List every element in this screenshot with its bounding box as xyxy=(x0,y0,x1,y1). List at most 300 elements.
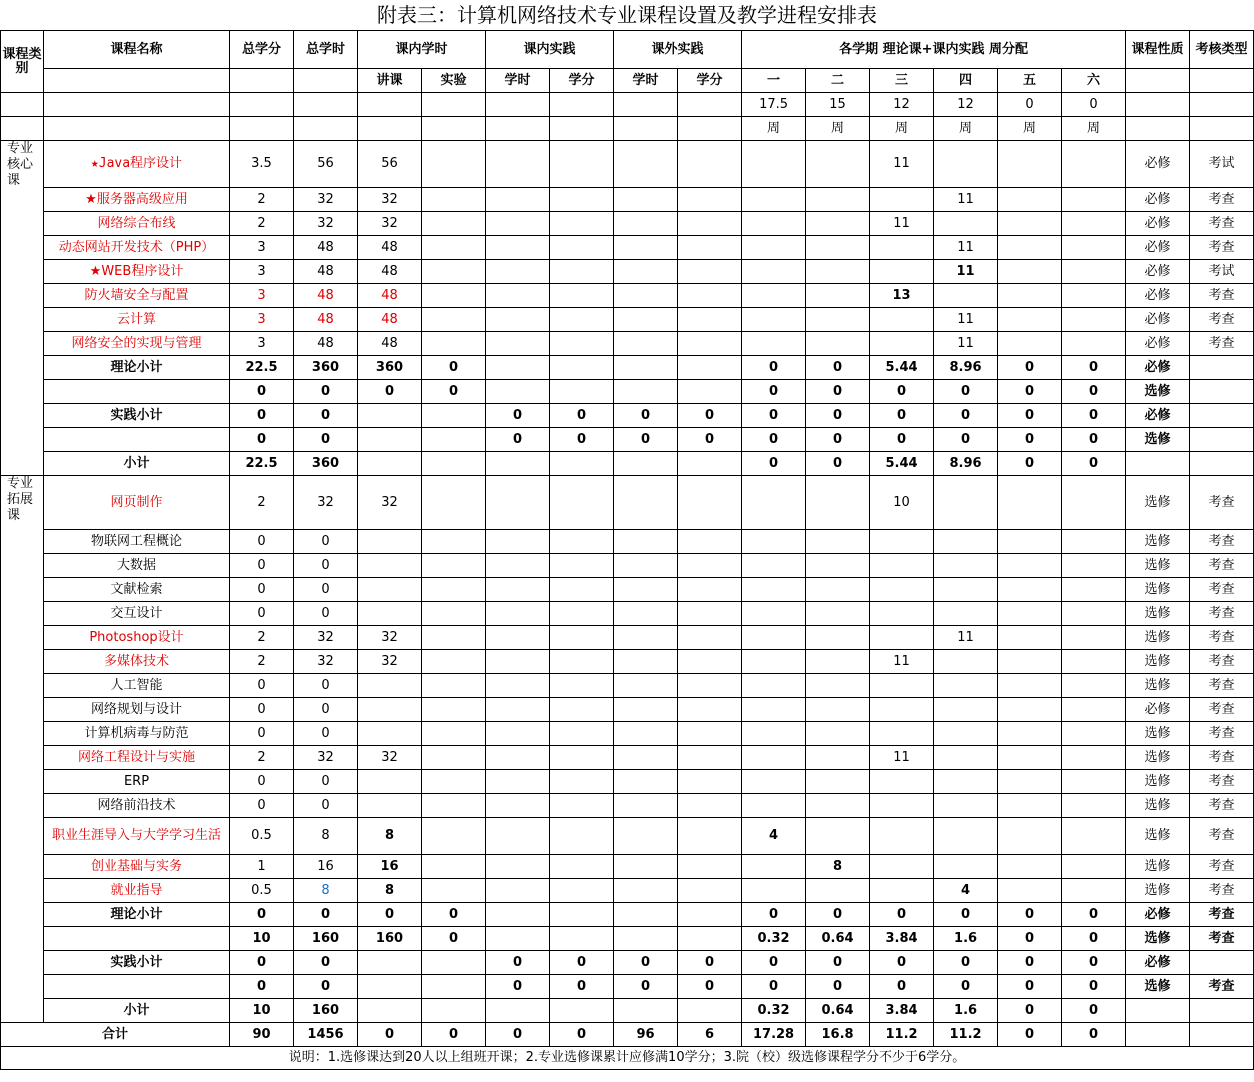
course-row xyxy=(1,530,1254,554)
out-practice-hours xyxy=(614,722,678,746)
semester-6 xyxy=(1062,554,1126,578)
semester-6: 0 xyxy=(1062,951,1126,975)
semester-3 xyxy=(870,698,934,722)
in-practice-credits xyxy=(550,380,614,404)
semester-2 xyxy=(806,308,870,332)
hours: 360 xyxy=(294,452,358,476)
in-practice-credits xyxy=(550,308,614,332)
semester-4 xyxy=(934,212,998,236)
semester-2 xyxy=(806,141,870,188)
subtotal-label xyxy=(44,975,230,999)
lecture xyxy=(358,530,422,554)
semester-1: 0 xyxy=(742,380,806,404)
out-practice-hours xyxy=(614,212,678,236)
credits: 0.5 xyxy=(230,818,294,855)
in-practice-hours xyxy=(486,818,550,855)
exam-type: 考查 xyxy=(1190,650,1254,674)
credits: 0 xyxy=(230,404,294,428)
out-practice-credits: 0 xyxy=(678,404,742,428)
semester-6 xyxy=(1062,855,1126,879)
out-practice-credits xyxy=(678,698,742,722)
course-nature: 必修 xyxy=(1126,212,1190,236)
subtotal-row xyxy=(1,951,1254,975)
exam-type: 考查 xyxy=(1190,554,1254,578)
header-semester-4: 四 xyxy=(934,69,998,93)
semester-3: 0 xyxy=(870,380,934,404)
hours: 0 xyxy=(294,554,358,578)
semester-2 xyxy=(806,530,870,554)
semester-1 xyxy=(742,260,806,284)
hours: 32 xyxy=(294,476,358,530)
semester-4 xyxy=(934,554,998,578)
semester-5 xyxy=(998,855,1062,879)
hours: 32 xyxy=(294,650,358,674)
in-practice-credits xyxy=(550,236,614,260)
semester-4: 11 xyxy=(934,236,998,260)
experiment xyxy=(422,452,486,476)
total-semester-1: 17.28 xyxy=(742,1023,806,1047)
course-name: 防火墙安全与配置 xyxy=(44,284,230,308)
semester-4 xyxy=(934,141,998,188)
in-practice-credits: 0 xyxy=(550,404,614,428)
credits: 2 xyxy=(230,626,294,650)
semester-6 xyxy=(1062,141,1126,188)
semester-1: 0 xyxy=(742,903,806,927)
semester-4: 0 xyxy=(934,380,998,404)
semester-6 xyxy=(1062,476,1126,530)
in-practice-hours: 0 xyxy=(486,428,550,452)
out-practice-credits xyxy=(678,626,742,650)
credits: 0 xyxy=(230,770,294,794)
semester-6: 0 xyxy=(1062,404,1126,428)
out-practice-credits xyxy=(678,818,742,855)
hours: 0 xyxy=(294,903,358,927)
lecture xyxy=(358,951,422,975)
course-name: 网络安全的实现与管理 xyxy=(44,332,230,356)
semester-4 xyxy=(934,650,998,674)
credits: 3 xyxy=(230,284,294,308)
lecture: 32 xyxy=(358,188,422,212)
in-practice-hours xyxy=(486,188,550,212)
out-practice-credits xyxy=(678,554,742,578)
semester-4: 11 xyxy=(934,332,998,356)
credits: 22.5 xyxy=(230,356,294,380)
in-practice-credits: 0 xyxy=(550,975,614,999)
week-unit: 周 xyxy=(806,117,870,141)
lecture: 0 xyxy=(358,903,422,927)
semester-2: 0 xyxy=(806,380,870,404)
course-name: 文献检索 xyxy=(44,578,230,602)
in-practice-hours: 0 xyxy=(486,975,550,999)
lecture xyxy=(358,975,422,999)
in-practice-credits xyxy=(550,626,614,650)
semester-1 xyxy=(742,746,806,770)
semester-3: 11 xyxy=(870,746,934,770)
semester-5 xyxy=(998,236,1062,260)
semester-4 xyxy=(934,284,998,308)
in-practice-hours xyxy=(486,722,550,746)
lecture xyxy=(358,770,422,794)
semester-5 xyxy=(998,578,1062,602)
in-practice-credits xyxy=(550,999,614,1023)
in-practice-credits xyxy=(550,260,614,284)
lecture xyxy=(358,578,422,602)
semester-4 xyxy=(934,722,998,746)
semester-2 xyxy=(806,602,870,626)
subtotal-row xyxy=(1,404,1254,428)
in-practice-hours xyxy=(486,855,550,879)
in-practice-credits xyxy=(550,903,614,927)
in-practice-hours xyxy=(486,284,550,308)
semester-1 xyxy=(742,212,806,236)
curriculum-table xyxy=(0,30,1254,1047)
semester-4 xyxy=(934,818,998,855)
out-practice-hours xyxy=(614,554,678,578)
course-nature: 选修 xyxy=(1126,530,1190,554)
course-nature: 必修 xyxy=(1126,308,1190,332)
out-practice-hours xyxy=(614,452,678,476)
experiment xyxy=(422,722,486,746)
semester-1 xyxy=(742,141,806,188)
semester-6 xyxy=(1062,818,1126,855)
course-nature: 选修 xyxy=(1126,975,1190,999)
semester-2 xyxy=(806,476,870,530)
experiment: 0 xyxy=(422,356,486,380)
semester-5 xyxy=(998,141,1062,188)
subtotal-row xyxy=(1,356,1254,380)
course-name: 计算机病毒与防范 xyxy=(44,722,230,746)
semester-5 xyxy=(998,260,1062,284)
weeks-semester-1: 17.5 xyxy=(742,93,806,117)
subtotal-label: 小计 xyxy=(44,999,230,1023)
semester-1 xyxy=(742,879,806,903)
experiment xyxy=(422,650,486,674)
weeks-semester-6: 0 xyxy=(1062,93,1126,117)
course-nature: 选修 xyxy=(1126,927,1190,951)
out-practice-hours: 0 xyxy=(614,975,678,999)
semester-1: 0 xyxy=(742,452,806,476)
semester-4 xyxy=(934,794,998,818)
lecture: 48 xyxy=(358,284,422,308)
lecture xyxy=(358,602,422,626)
credits: 0 xyxy=(230,602,294,626)
credits: 0 xyxy=(230,674,294,698)
total-semester-4: 11.2 xyxy=(934,1023,998,1047)
semester-4 xyxy=(934,578,998,602)
semester-6 xyxy=(1062,722,1126,746)
semester-4: 0 xyxy=(934,951,998,975)
out-practice-hours xyxy=(614,141,678,188)
in-practice-credits xyxy=(550,476,614,530)
in-practice-credits: 0 xyxy=(550,951,614,975)
semester-5: 0 xyxy=(998,999,1062,1023)
course-row xyxy=(1,260,1254,284)
semester-4: 8.96 xyxy=(934,356,998,380)
semester-1: 0 xyxy=(742,951,806,975)
subtotal-row xyxy=(1,927,1254,951)
semester-4: 11 xyxy=(934,260,998,284)
lecture: 32 xyxy=(358,626,422,650)
course-nature: 选修 xyxy=(1126,380,1190,404)
semester-2 xyxy=(806,260,870,284)
credits: 0 xyxy=(230,722,294,746)
lecture: 32 xyxy=(358,476,422,530)
exam-type xyxy=(1190,951,1254,975)
course-nature: 选修 xyxy=(1126,428,1190,452)
hours: 0 xyxy=(294,975,358,999)
out-practice-credits: 0 xyxy=(678,951,742,975)
credits: 0 xyxy=(230,578,294,602)
semester-2 xyxy=(806,746,870,770)
semester-2 xyxy=(806,554,870,578)
semester-4: 11 xyxy=(934,626,998,650)
out-practice-credits xyxy=(678,746,742,770)
in-practice-credits: 0 xyxy=(550,428,614,452)
semester-6 xyxy=(1062,260,1126,284)
course-nature: 选修 xyxy=(1126,626,1190,650)
experiment xyxy=(422,879,486,903)
credits: 2 xyxy=(230,746,294,770)
header-semester-2: 二 xyxy=(806,69,870,93)
semester-4 xyxy=(934,530,998,554)
in-practice-hours xyxy=(486,602,550,626)
out-practice-hours xyxy=(614,770,678,794)
subtotal-label: 实践小计 xyxy=(44,404,230,428)
credits: 2 xyxy=(230,650,294,674)
out-practice-hours xyxy=(614,879,678,903)
semester-3 xyxy=(870,879,934,903)
subtotal-row xyxy=(1,975,1254,999)
in-practice-hours xyxy=(486,452,550,476)
exam-type: 考查 xyxy=(1190,626,1254,650)
semester-4: 4 xyxy=(934,879,998,903)
semester-3 xyxy=(870,554,934,578)
course-name: 交互设计 xyxy=(44,602,230,626)
hours: 48 xyxy=(294,236,358,260)
experiment xyxy=(422,746,486,770)
course-nature: 选修 xyxy=(1126,650,1190,674)
out-practice-credits xyxy=(678,332,742,356)
semester-1 xyxy=(742,770,806,794)
semester-5 xyxy=(998,650,1062,674)
subtotal-label xyxy=(44,428,230,452)
credits: 0 xyxy=(230,380,294,404)
course-category: 专业拓展课 xyxy=(1,476,44,1023)
experiment xyxy=(422,674,486,698)
out-practice-credits: 0 xyxy=(678,975,742,999)
out-practice-credits xyxy=(678,260,742,284)
header-course-name: 课程名称 xyxy=(44,31,230,69)
hours: 8 xyxy=(294,818,358,855)
out-practice-hours xyxy=(614,903,678,927)
experiment xyxy=(422,404,486,428)
semester-3 xyxy=(870,626,934,650)
out-practice-credits xyxy=(678,284,742,308)
semester-2 xyxy=(806,284,870,308)
course-nature: 选修 xyxy=(1126,794,1190,818)
in-practice-hours xyxy=(486,308,550,332)
hours: 0 xyxy=(294,380,358,404)
course-name: ★Java程序设计 xyxy=(44,141,230,188)
exam-type: 考查 xyxy=(1190,903,1254,927)
course-row xyxy=(1,284,1254,308)
course-name: 人工智能 xyxy=(44,674,230,698)
semester-1 xyxy=(742,650,806,674)
course-nature xyxy=(1126,999,1190,1023)
semester-5 xyxy=(998,476,1062,530)
semester-5 xyxy=(998,879,1062,903)
semester-6 xyxy=(1062,212,1126,236)
semester-3 xyxy=(870,855,934,879)
lecture: 8 xyxy=(358,818,422,855)
exam-type: 考试 xyxy=(1190,260,1254,284)
in-practice-credits xyxy=(550,530,614,554)
experiment: 0 xyxy=(422,380,486,404)
in-practice-credits xyxy=(550,879,614,903)
week-unit: 周 xyxy=(870,117,934,141)
credits: 0 xyxy=(230,530,294,554)
in-practice-hours xyxy=(486,746,550,770)
hours: 0 xyxy=(294,530,358,554)
lecture xyxy=(358,674,422,698)
semester-1 xyxy=(742,722,806,746)
semester-5 xyxy=(998,308,1062,332)
course-row xyxy=(1,308,1254,332)
out-practice-credits xyxy=(678,999,742,1023)
semester-1: 0 xyxy=(742,428,806,452)
credits: 0 xyxy=(230,903,294,927)
out-practice-hours xyxy=(614,332,678,356)
course-category: 专业核心课 xyxy=(1,141,44,476)
in-practice-credits xyxy=(550,602,614,626)
experiment xyxy=(422,554,486,578)
in-practice-hours xyxy=(486,903,550,927)
semester-5: 0 xyxy=(998,404,1062,428)
out-practice-hours: 0 xyxy=(614,404,678,428)
in-practice-credits xyxy=(550,927,614,951)
course-nature: 选修 xyxy=(1126,879,1190,903)
credits: 0 xyxy=(230,554,294,578)
lecture xyxy=(358,554,422,578)
semester-5 xyxy=(998,212,1062,236)
out-practice-hours xyxy=(614,356,678,380)
exam-type: 考查 xyxy=(1190,698,1254,722)
semester-5 xyxy=(998,626,1062,650)
semester-3: 5.44 xyxy=(870,356,934,380)
in-practice-credits xyxy=(550,818,614,855)
header-semester-1: 一 xyxy=(742,69,806,93)
semester-1 xyxy=(742,530,806,554)
course-nature: 选修 xyxy=(1126,476,1190,530)
subtotal-row xyxy=(1,999,1254,1023)
course-name: 网络工程设计与实施 xyxy=(44,746,230,770)
semester-6: 0 xyxy=(1062,975,1126,999)
credits: 3 xyxy=(230,332,294,356)
credits: 10 xyxy=(230,999,294,1023)
subtotal-label xyxy=(44,380,230,404)
credits: 2 xyxy=(230,212,294,236)
course-row xyxy=(1,236,1254,260)
out-practice-hours xyxy=(614,746,678,770)
total-semester-6: 0 xyxy=(1062,1023,1126,1047)
hours: 0 xyxy=(294,951,358,975)
subtotal-label: 实践小计 xyxy=(44,951,230,975)
exam-type xyxy=(1190,428,1254,452)
exam-type xyxy=(1190,404,1254,428)
experiment xyxy=(422,476,486,530)
header-semester-5: 五 xyxy=(998,69,1062,93)
semester-6 xyxy=(1062,602,1126,626)
semester-6 xyxy=(1062,626,1126,650)
semester-6 xyxy=(1062,332,1126,356)
out-practice-hours xyxy=(614,284,678,308)
course-row xyxy=(1,698,1254,722)
semester-3 xyxy=(870,722,934,746)
semester-3: 13 xyxy=(870,284,934,308)
experiment xyxy=(422,794,486,818)
lecture xyxy=(358,794,422,818)
in-practice-hours xyxy=(486,794,550,818)
semester-4 xyxy=(934,674,998,698)
semester-4 xyxy=(934,855,998,879)
semester-3: 3.84 xyxy=(870,927,934,951)
total-row xyxy=(1,1023,1254,1047)
header-in-class-hours: 课内学时 xyxy=(358,31,486,69)
out-practice-hours: 0 xyxy=(614,428,678,452)
semester-2 xyxy=(806,794,870,818)
semester-3 xyxy=(870,602,934,626)
semester-4: 0 xyxy=(934,903,998,927)
out-practice-hours xyxy=(614,794,678,818)
course-nature: 必修 xyxy=(1126,951,1190,975)
semester-5 xyxy=(998,794,1062,818)
semester-3 xyxy=(870,332,934,356)
course-row xyxy=(1,879,1254,903)
week-unit: 周 xyxy=(742,117,806,141)
semester-6 xyxy=(1062,236,1126,260)
course-nature: 选修 xyxy=(1126,770,1190,794)
exam-type xyxy=(1190,356,1254,380)
semester-5 xyxy=(998,602,1062,626)
experiment xyxy=(422,626,486,650)
total-in-practice-hours: 0 xyxy=(486,1023,550,1047)
hours: 0 xyxy=(294,404,358,428)
out-practice-credits xyxy=(678,476,742,530)
out-practice-hours xyxy=(614,855,678,879)
lecture: 32 xyxy=(358,212,422,236)
lecture: 0 xyxy=(358,380,422,404)
semester-1: 0 xyxy=(742,975,806,999)
course-nature: 选修 xyxy=(1126,818,1190,855)
header-category: 课程类别 xyxy=(1,31,44,93)
out-practice-credits xyxy=(678,356,742,380)
exam-type: 考查 xyxy=(1190,746,1254,770)
semester-1 xyxy=(742,308,806,332)
lecture: 48 xyxy=(358,236,422,260)
header-out-hours: 学时 xyxy=(614,69,678,93)
exam-type: 考查 xyxy=(1190,855,1254,879)
out-practice-hours xyxy=(614,927,678,951)
course-nature: 必修 xyxy=(1126,284,1190,308)
out-practice-credits xyxy=(678,770,742,794)
course-nature: 必修 xyxy=(1126,903,1190,927)
subtotal-label: 理论小计 xyxy=(44,903,230,927)
course-row xyxy=(1,332,1254,356)
lecture: 56 xyxy=(358,141,422,188)
header-semester-3: 三 xyxy=(870,69,934,93)
course-nature: 必修 xyxy=(1126,236,1190,260)
course-row xyxy=(1,578,1254,602)
